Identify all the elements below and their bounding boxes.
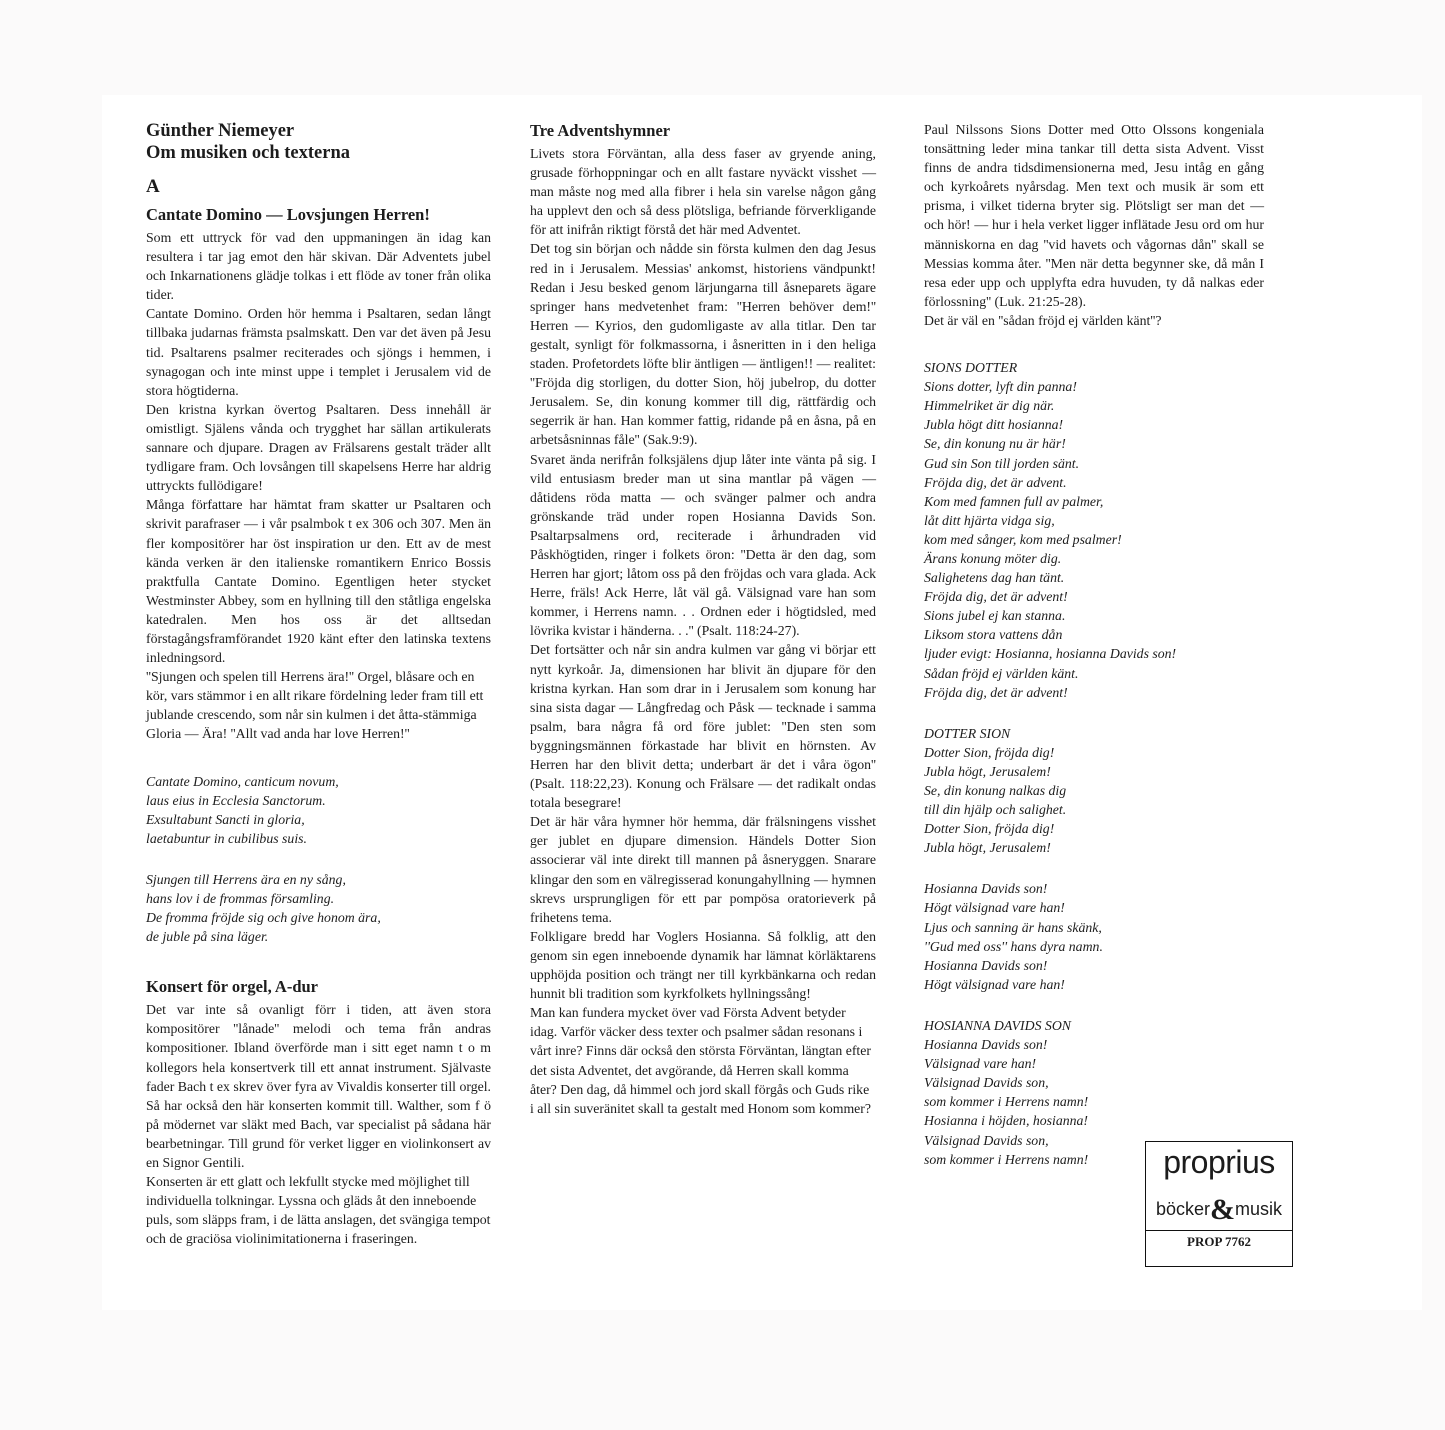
verse-line: ljuder evigt: Hosianna, hosianna Davids son! [924,646,1177,662]
poem-sions-dotter [924,358,1264,702]
poem-dotter-sion [924,724,1264,994]
verse-line: Gud sin Son till jorden sänt. [924,455,1080,471]
paragraph: Det tog sin början och nådde sin första kulmen den dag Jesus red in i Jerusalem. Messias' ankomst, historiens vändpunkt! Redan i Jesu besked genom lärjungarna till åsneparets ägare springer hans medvetenhet fram: ''Herren behöver dem!'' Herren — Kyrios, den gudomligaste av alla titlar. Den tar gestalt, synligt för folkmassorna, i åsneritten in i den heliga staden. Profetordets löfte blir äntligen — äntligen!! — realitet: ''Fröjda dig storligen, du dotter Sion, höj jubelrop, du dotter Jerusalem. Se, din konung kommer till dig, rättfärdig och segerrik är han. Han kommer fattig, ridande på en åsna, på en arbetsåsninnas fåle'' (Sak.9:9). [530,241,876,448]
poem-title: HOSIANNA DAVIDS SON [924,1017,1071,1033]
poem-title: SIONS DOTTER [924,360,1018,376]
column-3 [924,120,1264,1169]
poem-title: DOTTER SION [924,725,1011,741]
paragraph: Det är här våra hymner hör hemma, där frälsningens visshet ger jublet en djupare dimension. Händels Dotter Sion associerar väl inte direkt till mannen på åsneryggen. Snarare klingar den som en välregisserad konungahyllning — hymnen skrevs ursprungligen för ett par pompösa oratorieverk på frihetens tema. [530,814,876,925]
verse-line: Ärans konung möter dig. [924,550,1062,566]
verse-line: Jubla högt, Jerusalem! [924,763,1051,779]
column-2 [530,120,876,1118]
verse-line: Exsultabunt Sancti in gloria, [146,811,305,827]
verse-line: Hosianna Davids son! [924,1037,1048,1053]
verse-line: Se, din konung nu är här! [924,436,1066,452]
paragraph: Den kristna kyrkan övertog Psaltaren. Dess innehåll är omistligt. Själens vånda och trygghet har sällan artikulerats sannare och djupare. Dragen av Frälsarens gestalt träder allt tydligare fram. Och lovsången till skapelsens Herre har aldrig uttryckts fullödigare! [146,401,491,494]
verse-line: Hosianna Davids son! [924,881,1048,897]
verse-line: Hosianna Davids son! [924,957,1048,973]
verse-line: laetabuntur in cubilibus suis. [146,830,307,846]
verse-line: Sions jubel ej kan stanna. [924,608,1066,624]
logo-sub-left: böcker [1155,1199,1210,1219]
verse-line: de juble på sina läger. [146,929,269,945]
section-heading-konsert: Konsert för orgel, A-dur [146,977,319,997]
verse-line: som kommer i Herrens namn! [924,1151,1089,1167]
verse-line: Välsignad vare han! [924,1056,1037,1072]
verse-line: till din hjälp och salighet. [924,802,1067,818]
latin-verse [146,772,491,848]
paragraph: Det är väl en ''sådan fröjd ej världen känt''? [924,312,1162,328]
paragraph: Svaret ända nerifrån folksjälens djup låter inte vänta på sig. I vild entusiasm breder man ut sina mantlar på vägen — dåtidens röda matta — och svänger palmer och andra grönskande träd under ropen Hosianna Davids Son. Psaltarpsalmens ord, reciterade i århundraden vid Påskhögtiden, ringer i folkets öron: ''Detta är den dag, som Herren har gjort; låtom oss på den fröjdas och vara glada. Ack Herre, fräls! Ack Herre, låt väl gå. Välsignad vare han som kommer, i Herrens namn. . . Ordnen eder i högtidsled, med lövrika kvistar i händerna. . .'' (Psalt. 118:24-27). [530,451,876,639]
logo-sub-right: musik [1235,1199,1283,1219]
verse-line: Salighetens dag han tänt. [924,570,1065,586]
paragraph: Många författare har hämtat fram skatter ur Psaltaren och skrivit parafraser — i vår psalmbok t ex 306 och 307. Men än fler kompositörer har öst inspiration ur den. Ett av de mest kända verken är den italienske romantikern Enrico Bossis praktfulla Cantate Domino. Egentligen heter stycket Westminster Abbey, som en hyllning till den ståtliga engelska katedralen. Men hos oss är det alltsedan förstagångsframförandet 1920 känt efter den latinska textens inledningsord. [146,497,491,666]
verse-line: Jubla högt, Jerusalem! [924,840,1051,856]
verse-line: Kom med famnen full av palmer, [924,493,1104,509]
column-1 [146,120,491,1249]
verse-line: Dotter Sion, fröjda dig! [924,744,1055,760]
verse-line: Hosianna i höjden, hosianna! [924,1113,1089,1129]
logo-ampersand: & [1210,1193,1235,1226]
section-heading-cantate: Cantate Domino — Lovsjungen Herren! [146,205,430,224]
verse-line: Cantate Domino, canticum novum, [146,773,339,789]
proprius-logo [1145,1141,1293,1267]
verse-line: Fröjda dig, det är advent! [924,589,1068,605]
section-heading-adventshymner: Tre Adventshymner [530,121,671,140]
verse-line: låt ditt hjärta vidga sig, [924,512,1055,528]
verse-line: Sådan fröjd ej världen känt. [924,665,1079,681]
paragraph: Man kan fundera mycket över vad Första Advent betyder idag. Varför väcker dess texter och psalmer sådan resonans i vårt inre? Finns där också den största Förväntan, längtan efter det sista Adventet, det avgörande, då Herren skall komma åter? Den dag, då himmel och jord skall förgås och Guds rike i all sin suveränitet skall ta gestalt med Honom som kommer? [530,1005,872,1116]
logo-brand: proprius [1163,1144,1275,1180]
swedish-verse [146,870,491,946]
verse-line: Liksom stora vattens dån [924,627,1063,643]
verse-line: Ljus och sanning är hans skänk, [924,919,1102,935]
verse-line: Himmelriket är dig när. [924,398,1055,414]
verse-line: Fröjda dig, det är advent. [924,474,1067,490]
paragraph: Som ett uttryck för vad den uppmaningen än idag kan resultera i tar jag emot den här skivan. Där Adventets jubel och Inkarnationens glädje tolkas i ett flöde av toner från olika tider. [146,230,491,303]
verse-line: hans lov i de frommas församling. [146,891,335,906]
verse-line: Fröjda dig, det är advent! [924,684,1068,700]
paragraph: Så har också den här konserten kommit till. Walther, som f ö på mödernet var släkt med Bach, var specialist på sådana här bearbetningar. Till grund för verket ligger en violinkonsert av en Signor Gentili. [146,1097,491,1171]
verse-line: laus eius in Ecclesia Sanctorum. [146,792,326,808]
verse-line: Välsignad Davids son, [924,1132,1049,1148]
author-name: Günther Niemeyer [146,121,295,141]
verse-line: Dotter Sion, fröjda dig! [924,821,1055,837]
paragraph: ''Sjungen och spelen till Herrens ära!'' Orgel, blåsare och en kör, vars stämmor i en allt rikare fördelning leder fram till ett jublande crescendo, som når sin kulmen i det åtta-stämmiga Gloria — Ära! ''Allt vad anda har love Herren!'' [146,669,484,742]
verse-line: Välsignad Davids son, [924,1075,1049,1091]
logo-divider [1146,1230,1292,1231]
paragraph: Paul Nilssons Sions Dotter med Otto Olssons kongeniala tonsättning leder mina tankar till detta sista Advent. Visst finns de andra tidsdimensionerna med, Jesu intåg en gång och kyrkoårets nyårsdag. Men text och musik är som ett prisma, i vilket tiderna bryter sig. Plötsligt ser man det — och hör! — hur i hela verket ligger inflätade Jesu ord om hur människorna en dag ''vid havets och vågornas dån'' skall se Messias komma åter. ''Men när detta begynner ske, då mån I resa eder upp och upplyfta edra huvuden, ty då nalkas eder förlossning'' (Luk. 21:25-28). [924,122,1264,309]
paragraph: Det fortsätter och når sin andra kulmen var gång vi börjar ett nytt kyrkoår. Ja, dimensionen har blivit än djupare för den kristna kyrkan. Han som drar in i Jerusalem som konung har sina sista dagar — Långfredag och Påsk — tecknade i samma psalm, bara några få ord före jublet: ''Den sten som byggningsmännen förkastade har blivit en hörnsten. Av Herren har den blivit detta; underbart är det i våra ögon'' (Psalt. 118:22,23). Konung och Frälsare — det radikalt ondas totala besegrare! [530,642,876,811]
article-title: Om musiken och texterna [146,143,350,163]
verse-line: Sions dotter, lyft din panna! [924,379,1077,395]
paragraph: Konserten är ett glatt och lekfullt stycke med möjlighet till individuella tolkningar. Lyssna och gläds åt den inneboende puls, som släpps fram, i de lätta anslagen, det svängiga tempot och de graciösa violinimitationerna i fraseringen. [146,1174,491,1247]
verse-line: Sjungen till Herrens ära en ny sång, [146,871,346,887]
verse-line: Högt välsignad vare han! [924,900,1065,916]
verse-line: kom med sånger, kom med psalmer! [924,531,1122,547]
verse-line: ''Gud med oss'' hans dyra namn. [924,938,1103,954]
liner-notes-page [102,95,1422,1310]
paragraph: Cantate Domino. Orden hör hemma i Psaltaren, sedan långt tillbaka judarnas främsta psalmskatt. Den var det även på Jesu tid. Psaltarens psalmer reciterades och sjöngs i hemmen, i synagogan och inte minst uppe i templet i Jerusalem vid de stora högtiderna. [146,306,491,398]
verse-line: Jubla högt ditt hosianna! [924,417,1064,433]
paragraph: Folkligare bredd har Voglers Hosianna. Så folklig, att den genom sin egen inneboende dynamik har lämnat körläktarens upphöjda position och trängt ner till kyrkbänkarna och redan hunnit bli tradition som kyrkfolkets hyllningssång! [530,928,876,1002]
catalog-number: PROP 7762 [1187,1234,1251,1249]
paragraph: Livets stora Förväntan, alla dess faser av gryende aning, grusade förhoppningar och en allt fastare nyväckt visshet — man måste nog med alla fibrer i hela sin varelse någon gång ha upplevt den och så dess plötsliga, befriande förverkligande för att inifrån riktigt förstå det här med Adventet. [530,146,876,238]
verse-line: Högt välsignad vare han! [924,976,1065,992]
verse-line: Se, din konung nalkas dig [924,783,1067,798]
verse-line: De fromma fröjde sig och give honom ära, [146,910,381,926]
side-letter: A [146,176,160,197]
logo-subtitle [1146,1193,1292,1227]
verse-line: som kommer i Herrens namn! [924,1094,1089,1110]
paragraph: Det var inte så ovanligt förr i tiden, att även stora kompositörer ''lånade'' melodi och tema från andras kompositioner. Ibland överförde man i sitt eget namn t o m kollegors hela konsertverk till ett annat instrument. Självaste fader Bach t ex skrev över fyra av Vivaldis konserter till orgel. [146,1002,492,1094]
